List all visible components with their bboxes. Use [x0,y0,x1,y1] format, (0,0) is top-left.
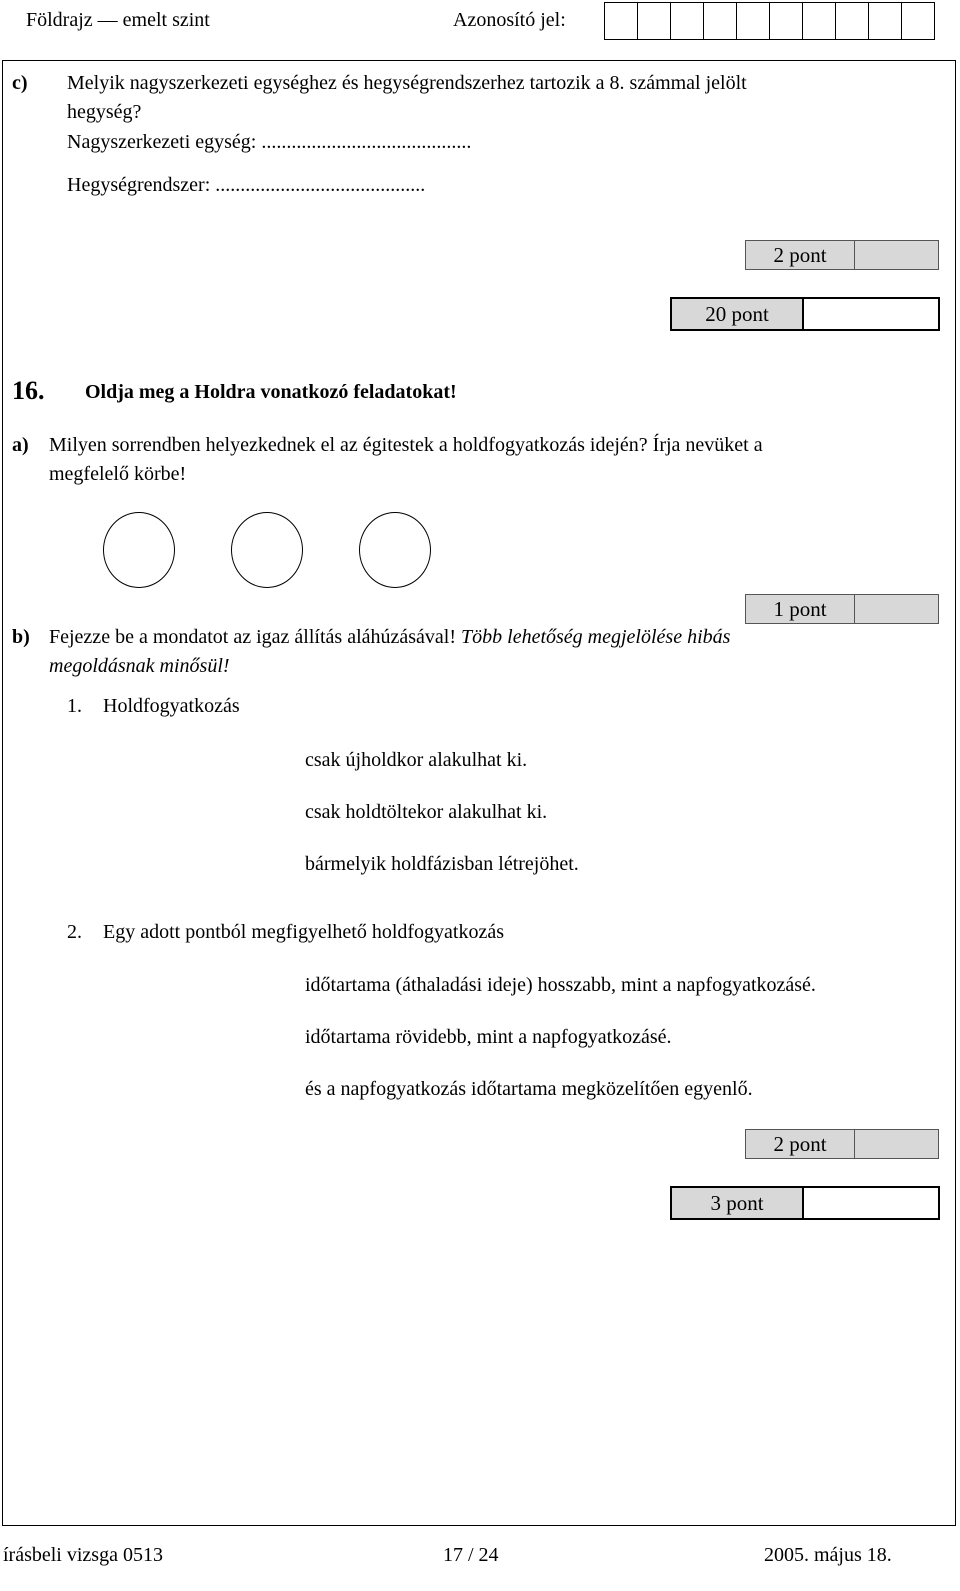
q16a-score-box [745,594,939,624]
q16b-instruction-text: Fejezze be a mondatot az igaz állítás aláhúzásával! [49,626,457,648]
q15c-letter: c) [12,72,28,94]
item2-option-3[interactable]: és a napfogyatkozás időtartama megközelítően egyenlő. [305,1078,753,1100]
score-entry[interactable] [855,241,938,269]
q15-total-box [670,297,940,331]
item1-option-3[interactable]: bármelyik holdfázisban létrejöhet. [305,853,579,875]
score-entry[interactable] [855,1130,938,1158]
answer-circle-3[interactable] [359,512,431,588]
q15c-question-line2: hegység? [67,101,142,123]
footer-date: 2005. május 18. [764,1544,892,1566]
answer-circle-1[interactable] [103,512,175,588]
q16b-score-box [745,1129,939,1159]
item2-number: 2. [67,921,82,943]
id-box[interactable] [770,3,803,39]
id-box[interactable] [704,3,737,39]
q16a-letter: a) [12,434,29,456]
total-entry[interactable] [804,1188,938,1218]
header-subject: Földrajz — emelt szint [26,9,210,31]
id-box[interactable] [671,3,704,39]
q16a-line2: megfelelő körbe! [49,463,187,485]
item1-stem: Holdfogyatkozás [103,695,240,717]
item2-option-2[interactable]: időtartama rövidebb, mint a napfogyatkozásé. [305,1026,672,1048]
id-box[interactable] [638,3,671,39]
answer-circle-2[interactable] [231,512,303,588]
q16-number: 16. [12,376,45,405]
content-frame [2,60,956,1526]
score-label: 2 pont [746,1130,855,1158]
q16-total-box [670,1186,940,1220]
q16b-instruction [49,626,730,649]
total-entry[interactable] [804,299,938,329]
id-box[interactable] [605,3,638,39]
item2-option-1[interactable]: időtartama (áthaladási ideje) hosszabb, mint a napfogyatkozásé. [305,974,816,996]
id-code-boxes[interactable] [604,2,935,40]
item1-option-2[interactable]: csak holdtöltekor alakulhat ki. [305,801,548,823]
id-box[interactable] [836,3,869,39]
q16b-instruction-italic-1: Több lehetőség megjelölése hibás [461,626,731,648]
q16-title: Oldja meg a Holdra vonatkozó feladatokat! [85,381,457,403]
total-label: 20 pont [672,299,804,329]
item1-option-1[interactable]: csak újholdkor alakulhat ki. [305,749,528,771]
item2-stem: Egy adott pontból megfigyelhető holdfogyatkozás [103,921,505,943]
q15c-field-hegysegrendszer[interactable]: Hegységrendszer: .......................................... [67,174,426,196]
id-box[interactable] [869,3,902,39]
id-box[interactable] [902,3,935,39]
footer-exam-code: írásbeli vizsga 0513 [3,1544,163,1566]
footer-page-number: 17 / 24 [443,1544,499,1566]
q16b-letter: b) [12,626,30,648]
q15c-score-box [745,240,939,270]
q15c-question-line1: Melyik nagyszerkezeti egységhez és hegységrendszerhez tartozik a 8. számmal jelölt [67,72,747,94]
item1-number: 1. [67,695,82,717]
score-entry[interactable] [855,595,938,623]
q16b-instruction-italic-2: megoldásnak minősül! [49,655,230,677]
score-label: 2 pont [746,241,855,269]
id-box[interactable] [737,3,770,39]
score-label: 1 pont [746,595,855,623]
q15c-field-nagyszerkezeti[interactable]: Nagyszerkezeti egység: .......................................... [67,131,472,153]
total-label: 3 pont [672,1188,804,1218]
q16a-line1: Milyen sorrendben helyezkednek el az égitestek a holdfogyatkozás idején? Írja nevüket a [49,434,763,456]
header-id-label: Azonosító jel: [453,9,566,31]
id-box[interactable] [803,3,836,39]
